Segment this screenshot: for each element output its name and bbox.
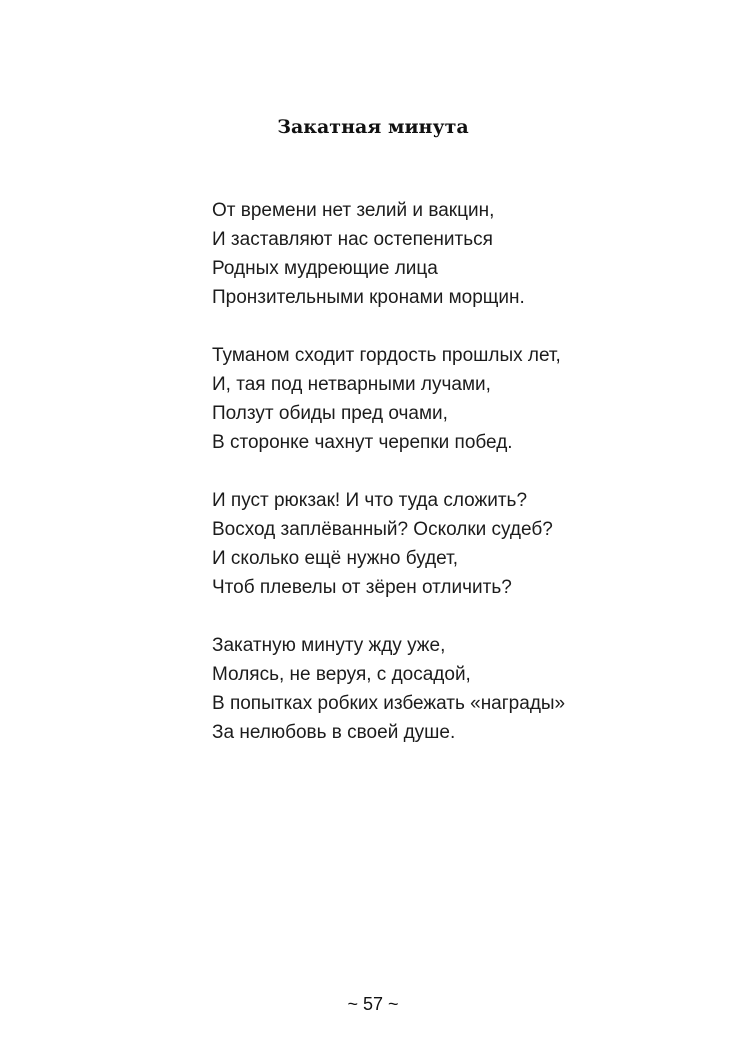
stanza-1 xyxy=(212,196,565,312)
poem-line: Закатную минуту жду уже, xyxy=(212,635,446,656)
poem-line: В попытках робких избежать «награды» xyxy=(212,693,566,714)
poem-title: Закатная минута xyxy=(277,116,469,138)
poem-line: Ползут обиды пред очами, xyxy=(212,403,448,424)
stanza-4 xyxy=(212,631,565,747)
poem-line: И сколько ещё нужно будет, xyxy=(212,548,458,569)
poem-line: И пуст рюкзак! И что туда сложить? xyxy=(212,490,528,511)
poem-line: И, тая под нетварными лучами, xyxy=(212,374,491,395)
stanza-3 xyxy=(212,486,565,602)
poem-line: Родных мудреющие лица xyxy=(212,258,438,279)
page-number: ~ 57 ~ xyxy=(347,994,399,1014)
poem-line: От времени нет зелий и вакцин, xyxy=(212,200,495,221)
poem-line: Молясь, не веруя, с досадой, xyxy=(212,664,471,685)
poem-line: Восход заплёванный? Осколки судеб? xyxy=(212,519,553,540)
poem-body xyxy=(212,196,565,776)
stanza-2 xyxy=(212,341,565,457)
poem-line: И заставляют нас остепениться xyxy=(212,229,493,250)
poem-line: Туманом сходит гордость прошлых лет, xyxy=(212,345,561,366)
poem-line: Пронзительными кронами морщин. xyxy=(212,287,525,308)
poem-line: В сторонке чахнут черепки побед. xyxy=(212,432,513,453)
poem-line: За нелюбовь в своей душе. xyxy=(212,722,456,743)
poem-line: Чтоб плевелы от зёрен отличить? xyxy=(212,577,512,598)
